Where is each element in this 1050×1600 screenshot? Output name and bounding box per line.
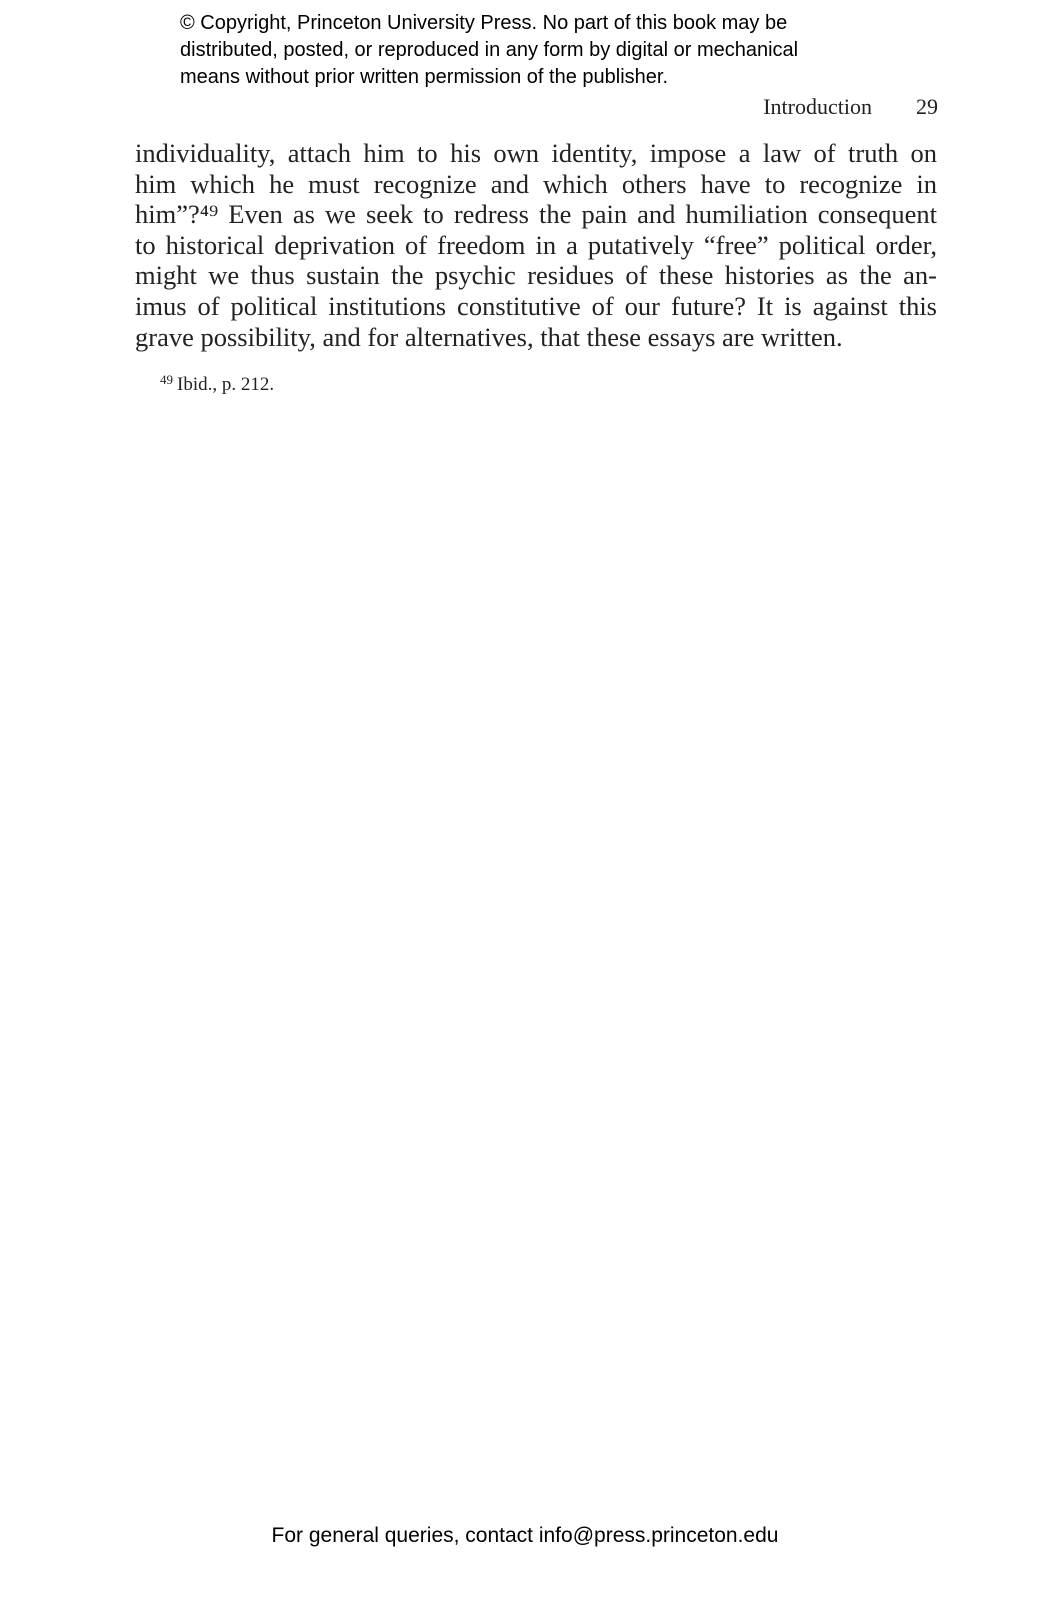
copyright-line: © Copyright, Princeton University Press. No part of this book may be [180, 12, 788, 34]
text-line: him which he must recognize and which others have to recognize in [135, 168, 937, 199]
footer-contact: For general queries, contact info@press.princeton.edu [271, 1524, 779, 1547]
text-line: imus of political institutions constitutive of our future? It is against this [135, 290, 937, 321]
text-line: to historical deprivation of freedom in a putatively “free” political order, [135, 229, 937, 260]
footnote-text: Ibid., p. 212. [177, 374, 275, 395]
body-paragraph [135, 138, 937, 352]
copyright-line: distributed, posted, or reproduced in any form by digital or mechanical [180, 39, 799, 61]
page-number: 29 [916, 94, 938, 119]
text-line: might we thus sustain the psychic residues of these histories as the an- [135, 260, 937, 291]
copyright-notice [180, 10, 900, 91]
text-line: grave possibility, and for alternatives, that these essays are written. [135, 321, 843, 352]
section-title: Introduction [763, 94, 872, 119]
text-line: individuality, attach him to his own identity, impose a law of truth on [135, 138, 937, 168]
copyright-line: means without prior written permission of the publisher. [180, 66, 669, 88]
footnote [160, 372, 274, 396]
text-line: him”?⁴⁹ Even as we seek to redress the pain and humiliation consequent [135, 199, 937, 230]
footnote-marker: 49 [160, 372, 173, 387]
running-head [763, 94, 938, 120]
